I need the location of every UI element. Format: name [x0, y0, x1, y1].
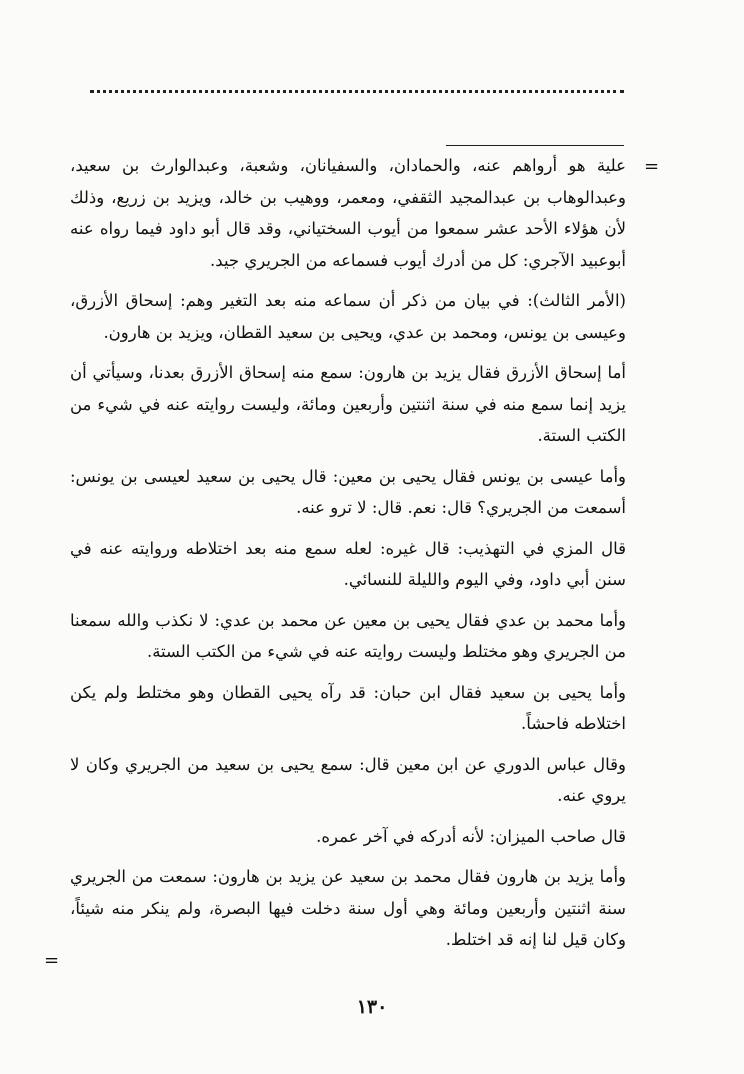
paragraph-10: وأما يزيد بن هارون فقال محمد بن سعيد عن يزيد بن هارون: سمعت من الجريري سنة اثنتين وأربعين ومائة وهي أول سنة دخلت فيها البصرة، ولم ينكر منه شيئاً، وكان قيل لنا إنه قد اختلط. [70, 867, 626, 949]
continuation-mark-top: = [644, 156, 660, 177]
footnote-text [70, 150, 626, 965]
paragraph-6: وأما محمد بن عدي فقال يحيى بن معين عن محمد بن عدي: لا نكذب والله سمعنا من الجريري وهو مختلط وليست روايته عنه في شيء من الكتب الستة. [70, 610, 626, 661]
page-number: ١٣٠ [356, 996, 388, 1018]
paragraph-2: (الأمر الثالث): في بيان من ذكر أن سماعه منه بعد التغير وهم: إسحاق الأزرق، وعيسى بن يونس، ومحمد بن عدي، ويحيى بن سعيد القطان، ويزيد بن هارون. [70, 291, 626, 342]
paragraph-8: وقال عباس الدوري عن ابن معين قال: سمع يحيى بن سعيد من الجريري وكان لا يروي عنه. [70, 754, 626, 805]
continuation-mark-bottom: = [44, 950, 60, 971]
paragraph-1: علية هو أرواهم عنه، والحمادان، والسفيانان، وشعبة، وعبدالوارث بن سعيد، وعبدالوهاب بن عبدالمجيد الثقفي، ومعمر، ووهيب بن خالد، ويزيد بن زريع، وذلك لأن هؤلاء الأحد عشر سمعوا من أيوب السختياني، وقد قال أبو داود فيما رواه عنه أبوعبيد الآجري: كل من أدرك أيوب فسماعه من الجريري جيد. [70, 156, 626, 270]
paragraph-9: قال صاحب الميزان: لأنه أدركه في آخر عمره. [316, 826, 626, 846]
paragraph-4: وأما عيسى بن يونس فقال يحيى بن معين: قال يحيى بن سعيد لعيسى بن يونس: أسمعت من الجريري؟ قال: نعم. قال: لا ترو عنه. [70, 466, 626, 517]
paragraph-3: أما إسحاق الأزرق فقال يزيد بن هارون: سمع منه إسحاق الأزرق بعدنا، وسيأتي أن يزيد إنما سمع منه في سنة اثنتين وأربعين ومائة، وليست روايته عنه في شيء من الكتب الستة. [70, 363, 626, 445]
footnote-separator-rule [446, 145, 624, 146]
header-dotted-rule [90, 90, 624, 93]
paragraph-7: وأما يحيى بن سعيد فقال ابن حبان: قد رآه يحيى القطان وهو مختلط ولم يكن اختلاطه فاحشاً. [70, 682, 626, 733]
paragraph-5: قال المزي في التهذيب: قال غيره: لعله سمع منه بعد اختلاطه وروايته عنه في سنن أبي داود، وفي اليوم والليلة للنسائي. [70, 538, 626, 589]
